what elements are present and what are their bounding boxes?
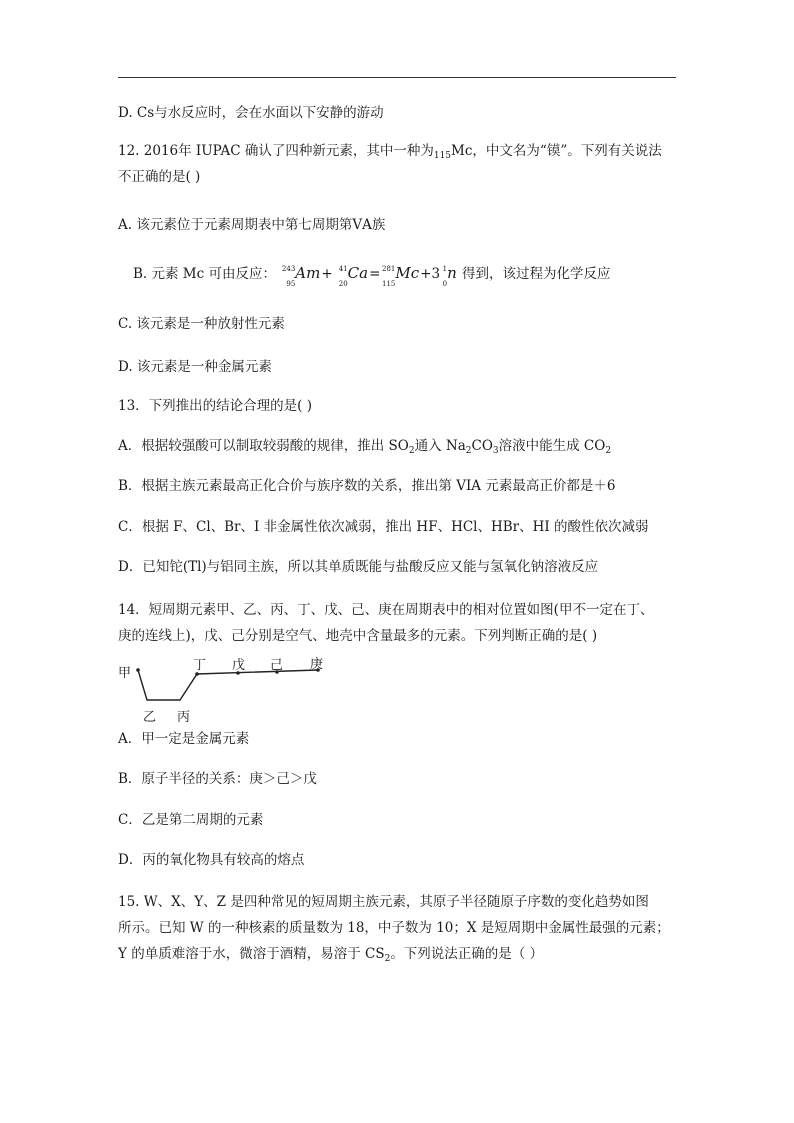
label-jia: 甲 <box>118 666 132 681</box>
q14-stem-line1: 14．短周期元素甲、乙、丙、丁、戊、己、庚在周期表中的相对位置如图(甲不一定在丁、 <box>118 602 654 618</box>
q14-option-a: A．甲一定是金属元素 <box>118 731 250 747</box>
q12-option-d: D. 该元素是一种金属元素 <box>118 359 272 375</box>
label-geng: 庚 <box>310 657 324 672</box>
q12-option-c: C. 该元素是一种放射性元素 <box>118 316 285 332</box>
q15-stem-line3: Y 的单质难溶于水，微溶于酒精，易溶于 $CS_2$。下列说法正确的是（ ） <box>118 946 544 964</box>
q14-option-b: B．原子半径的关系：庚＞己＞戊 <box>118 771 317 787</box>
q13-stem: 13．下列推出的结论合理的是( ) <box>118 398 313 414</box>
q15-stem-line1: 15. W、X、Y、Z 是四种常见的短周期主族元素，其原子半径随原子序数的变化趋势如图 <box>118 894 649 910</box>
q12-option-a: A. 该元素位于元素周期表中第七周期第ⅤA族 <box>118 217 386 233</box>
q12-option-b: B. 元素 Mc 可由反应： 243 95 Am+ 41 20 Ca= 281 115 Mc+3 1 0 n 得到，该过程为化学反应 <box>133 264 611 288</box>
q13-option-a: A．根据较强酸可以制取较弱酸的规律，推出 $SO_2$通入 $Na_2CO_3$溶液中能生成 $CO_2$ <box>118 438 612 456</box>
q14-stem-line2: 庚的连线上)，戊、己分别是空气、地壳中含量最多的元素。下列判断正确的是( ) <box>118 628 598 644</box>
q13-option-c: C．根据 F、Cl、Br、I 非金属性依次减弱，推出 HF、HCl、HBr、HI 的酸性依次减弱 <box>118 519 649 535</box>
label-bing: 丙 <box>177 710 191 725</box>
header-rule <box>118 77 676 78</box>
label-ji: 己 <box>270 658 284 673</box>
label-yi: 乙 <box>143 710 157 725</box>
q11-option-d: D. Cs与水反应时，会在水面以下安静的游动 <box>118 105 384 121</box>
q13-option-b: B．根据主族元素最高正化合价与族序数的关系，推出第 VIA 元素最高正价都是＋6 <box>118 478 616 494</box>
q12-stem-line1: 12. 2016年 IUPAC 确认了四种新元素，其中一种为$_{115}$Mc，中文名为“镆”。下列有关说法 <box>118 143 662 161</box>
q14-option-d: D．丙的氧化物具有较高的熔点 <box>118 852 305 868</box>
periodic-position-diagram <box>118 654 338 724</box>
q13-option-d: D．已知铊(Tl)与铝同主族，所以其单质既能与盐酸反应又能与氢氧化钠溶液反应 <box>118 559 599 575</box>
q12-stem-line2: 不正确的是( ) <box>118 169 201 185</box>
q15-stem-line2: 所示。已知 W 的一种核素的质量数为 18，中子数为 10；X 是短周期中金属性最强的元素； <box>118 920 670 936</box>
q14-option-c: C．乙是第二周期的元素 <box>118 812 264 828</box>
label-ding: 丁 <box>193 658 207 673</box>
label-wu: 戊 <box>232 658 246 673</box>
